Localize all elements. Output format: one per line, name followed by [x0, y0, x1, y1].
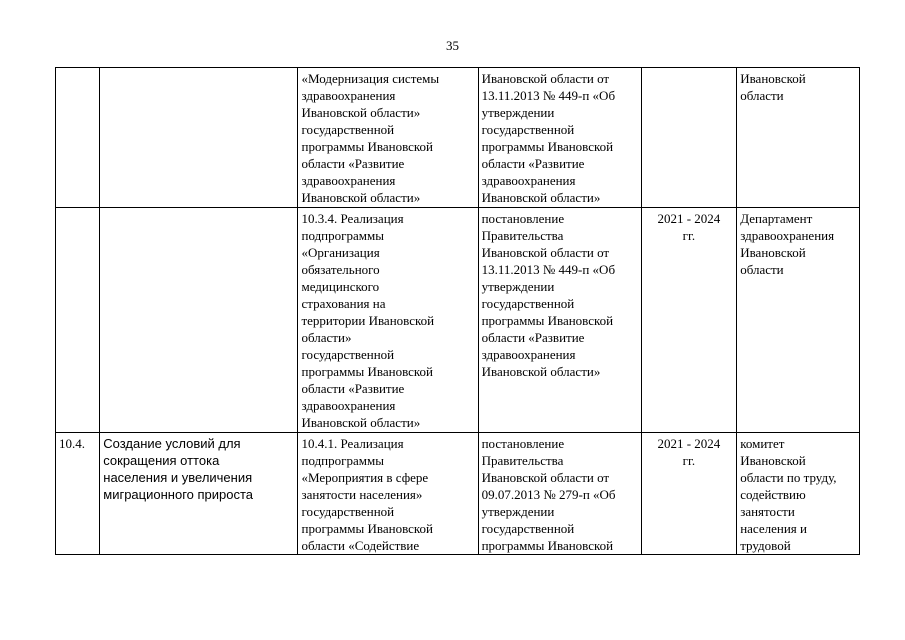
cell-text-line: здравоохранения	[301, 398, 396, 413]
cell-text-line: «Мероприятия в сфере	[301, 470, 429, 485]
measures-table	[55, 67, 860, 555]
cell-text-line: 10.4.1. Реализация	[301, 436, 404, 451]
cell-text-line: программы Ивановской	[481, 139, 614, 154]
cell-text-line: области	[740, 262, 784, 277]
document-cell	[478, 68, 641, 208]
row-number-cell	[56, 208, 100, 433]
document-cell	[478, 208, 641, 433]
term-cell	[641, 68, 737, 208]
cell-text-line: области «Развитие	[481, 156, 585, 171]
cell-text-line: Ивановской области»	[301, 105, 421, 120]
cell-text-line: программы Ивановской	[301, 364, 434, 379]
event-cell	[298, 208, 478, 433]
cell-text-line: утверждении	[481, 279, 555, 294]
cell-text-line: государственной	[481, 521, 575, 536]
cell-text-line: постановление	[481, 436, 565, 451]
cell-text-line: государственной	[301, 504, 395, 519]
cell-text-line: Ивановской области»	[481, 364, 601, 379]
responsible-cell	[737, 68, 860, 208]
cell-text-line: области «Развитие	[301, 156, 405, 171]
cell-text-line: государственной	[301, 347, 395, 362]
cell-text-line: подпрограммы	[301, 453, 384, 468]
table-row	[56, 433, 860, 555]
cell-text-line: Ивановской	[740, 245, 806, 260]
table-row	[56, 68, 860, 208]
cell-text-line: «Организация	[301, 245, 380, 260]
cell-text-line: постановление	[481, 211, 565, 226]
cell-text-line: области по труду,	[740, 470, 837, 485]
cell-text-line: Ивановской области»	[301, 190, 421, 205]
cell-text-line: Ивановской	[740, 453, 806, 468]
cell-text-line: Ивановской области»	[481, 190, 601, 205]
term-cell	[641, 433, 737, 555]
cell-text-line: программы Ивановской	[481, 538, 614, 553]
row-number-cell	[56, 68, 100, 208]
cell-text-line: области «Развитие	[301, 381, 405, 396]
cell-text-line: «Модернизация системы	[301, 71, 440, 86]
cell-text-line: государственной	[301, 122, 395, 137]
cell-text-line: комитет	[740, 436, 785, 451]
row-number-cell	[56, 433, 100, 555]
cell-text-line: здравоохранения	[481, 347, 576, 362]
task-cell	[100, 433, 298, 555]
cell-text-line: 2021 - 2024	[657, 211, 721, 226]
cell-text-line: 13.11.2013 № 449-п «Об	[481, 88, 616, 103]
cell-text-line: занятости населения»	[301, 487, 423, 502]
cell-text-line: здравоохранения	[301, 173, 396, 188]
cell-text-line: программы Ивановской	[481, 313, 614, 328]
cell-text-line: утверждении	[481, 504, 555, 519]
page-number: 35	[446, 38, 459, 53]
cell-text-line: подпрограммы	[301, 228, 384, 243]
cell-text-line: Ивановской области от	[481, 470, 610, 485]
cell-text-line: населения и	[740, 521, 807, 536]
cell-text-line: занятости	[740, 504, 795, 519]
cell-text-line: сокращения оттока	[103, 453, 220, 468]
term-cell	[641, 208, 737, 433]
cell-text-line: миграционного прироста	[103, 487, 254, 502]
event-cell	[298, 433, 478, 555]
cell-text-line: обязательного	[301, 262, 380, 277]
cell-text-line: Создание условий для	[103, 436, 241, 451]
cell-text-line: государственной	[481, 122, 575, 137]
cell-text-line: программы Ивановской	[301, 139, 434, 154]
cell-text-line: области	[740, 88, 784, 103]
cell-text-line: программы Ивановской	[301, 521, 434, 536]
cell-text-line: 10.3.4. Реализация	[301, 211, 404, 226]
cell-text-line: содействию	[740, 487, 806, 502]
cell-text-line: Ивановской области»	[301, 415, 421, 430]
event-cell	[298, 68, 478, 208]
document-cell	[478, 433, 641, 555]
cell-text-line: трудовой	[740, 538, 791, 553]
cell-text-line: области «Содействие	[301, 538, 420, 553]
cell-text-line: населения и увеличения	[103, 470, 253, 485]
responsible-cell	[737, 433, 860, 555]
cell-text-line: медицинского	[301, 279, 380, 294]
cell-text-line: области «Развитие	[481, 330, 585, 345]
task-cell	[100, 68, 298, 208]
cell-text-line: 13.11.2013 № 449-п «Об	[481, 262, 616, 277]
cell-text-line: 10.4.	[59, 436, 85, 451]
cell-text-line: гг.	[682, 453, 696, 468]
cell-text-line: гг.	[682, 228, 696, 243]
cell-text-line: области»	[301, 330, 352, 345]
cell-text-line: утверждении	[481, 105, 555, 120]
cell-text-line: Ивановской	[740, 71, 806, 86]
cell-text-line: 2021 - 2024	[657, 436, 721, 451]
cell-text-line: Правительства	[481, 453, 564, 468]
cell-text-line: Ивановской области от	[481, 245, 610, 260]
cell-text-line: здравоохранения	[740, 228, 835, 243]
cell-text-line: Ивановской области от	[481, 71, 610, 86]
cell-text-line: 09.07.2013 № 279-п «Об	[481, 487, 616, 502]
responsible-cell	[737, 208, 860, 433]
table-row	[56, 208, 860, 433]
cell-text-line: Департамент	[740, 211, 813, 226]
cell-text-line: территории Ивановской	[301, 313, 435, 328]
cell-text-line: государственной	[481, 296, 575, 311]
cell-text-line: здравоохранения	[301, 88, 396, 103]
cell-text-line: здравоохранения	[481, 173, 576, 188]
task-cell	[100, 208, 298, 433]
cell-text-line: страхования на	[301, 296, 386, 311]
cell-text-line: Правительства	[481, 228, 564, 243]
